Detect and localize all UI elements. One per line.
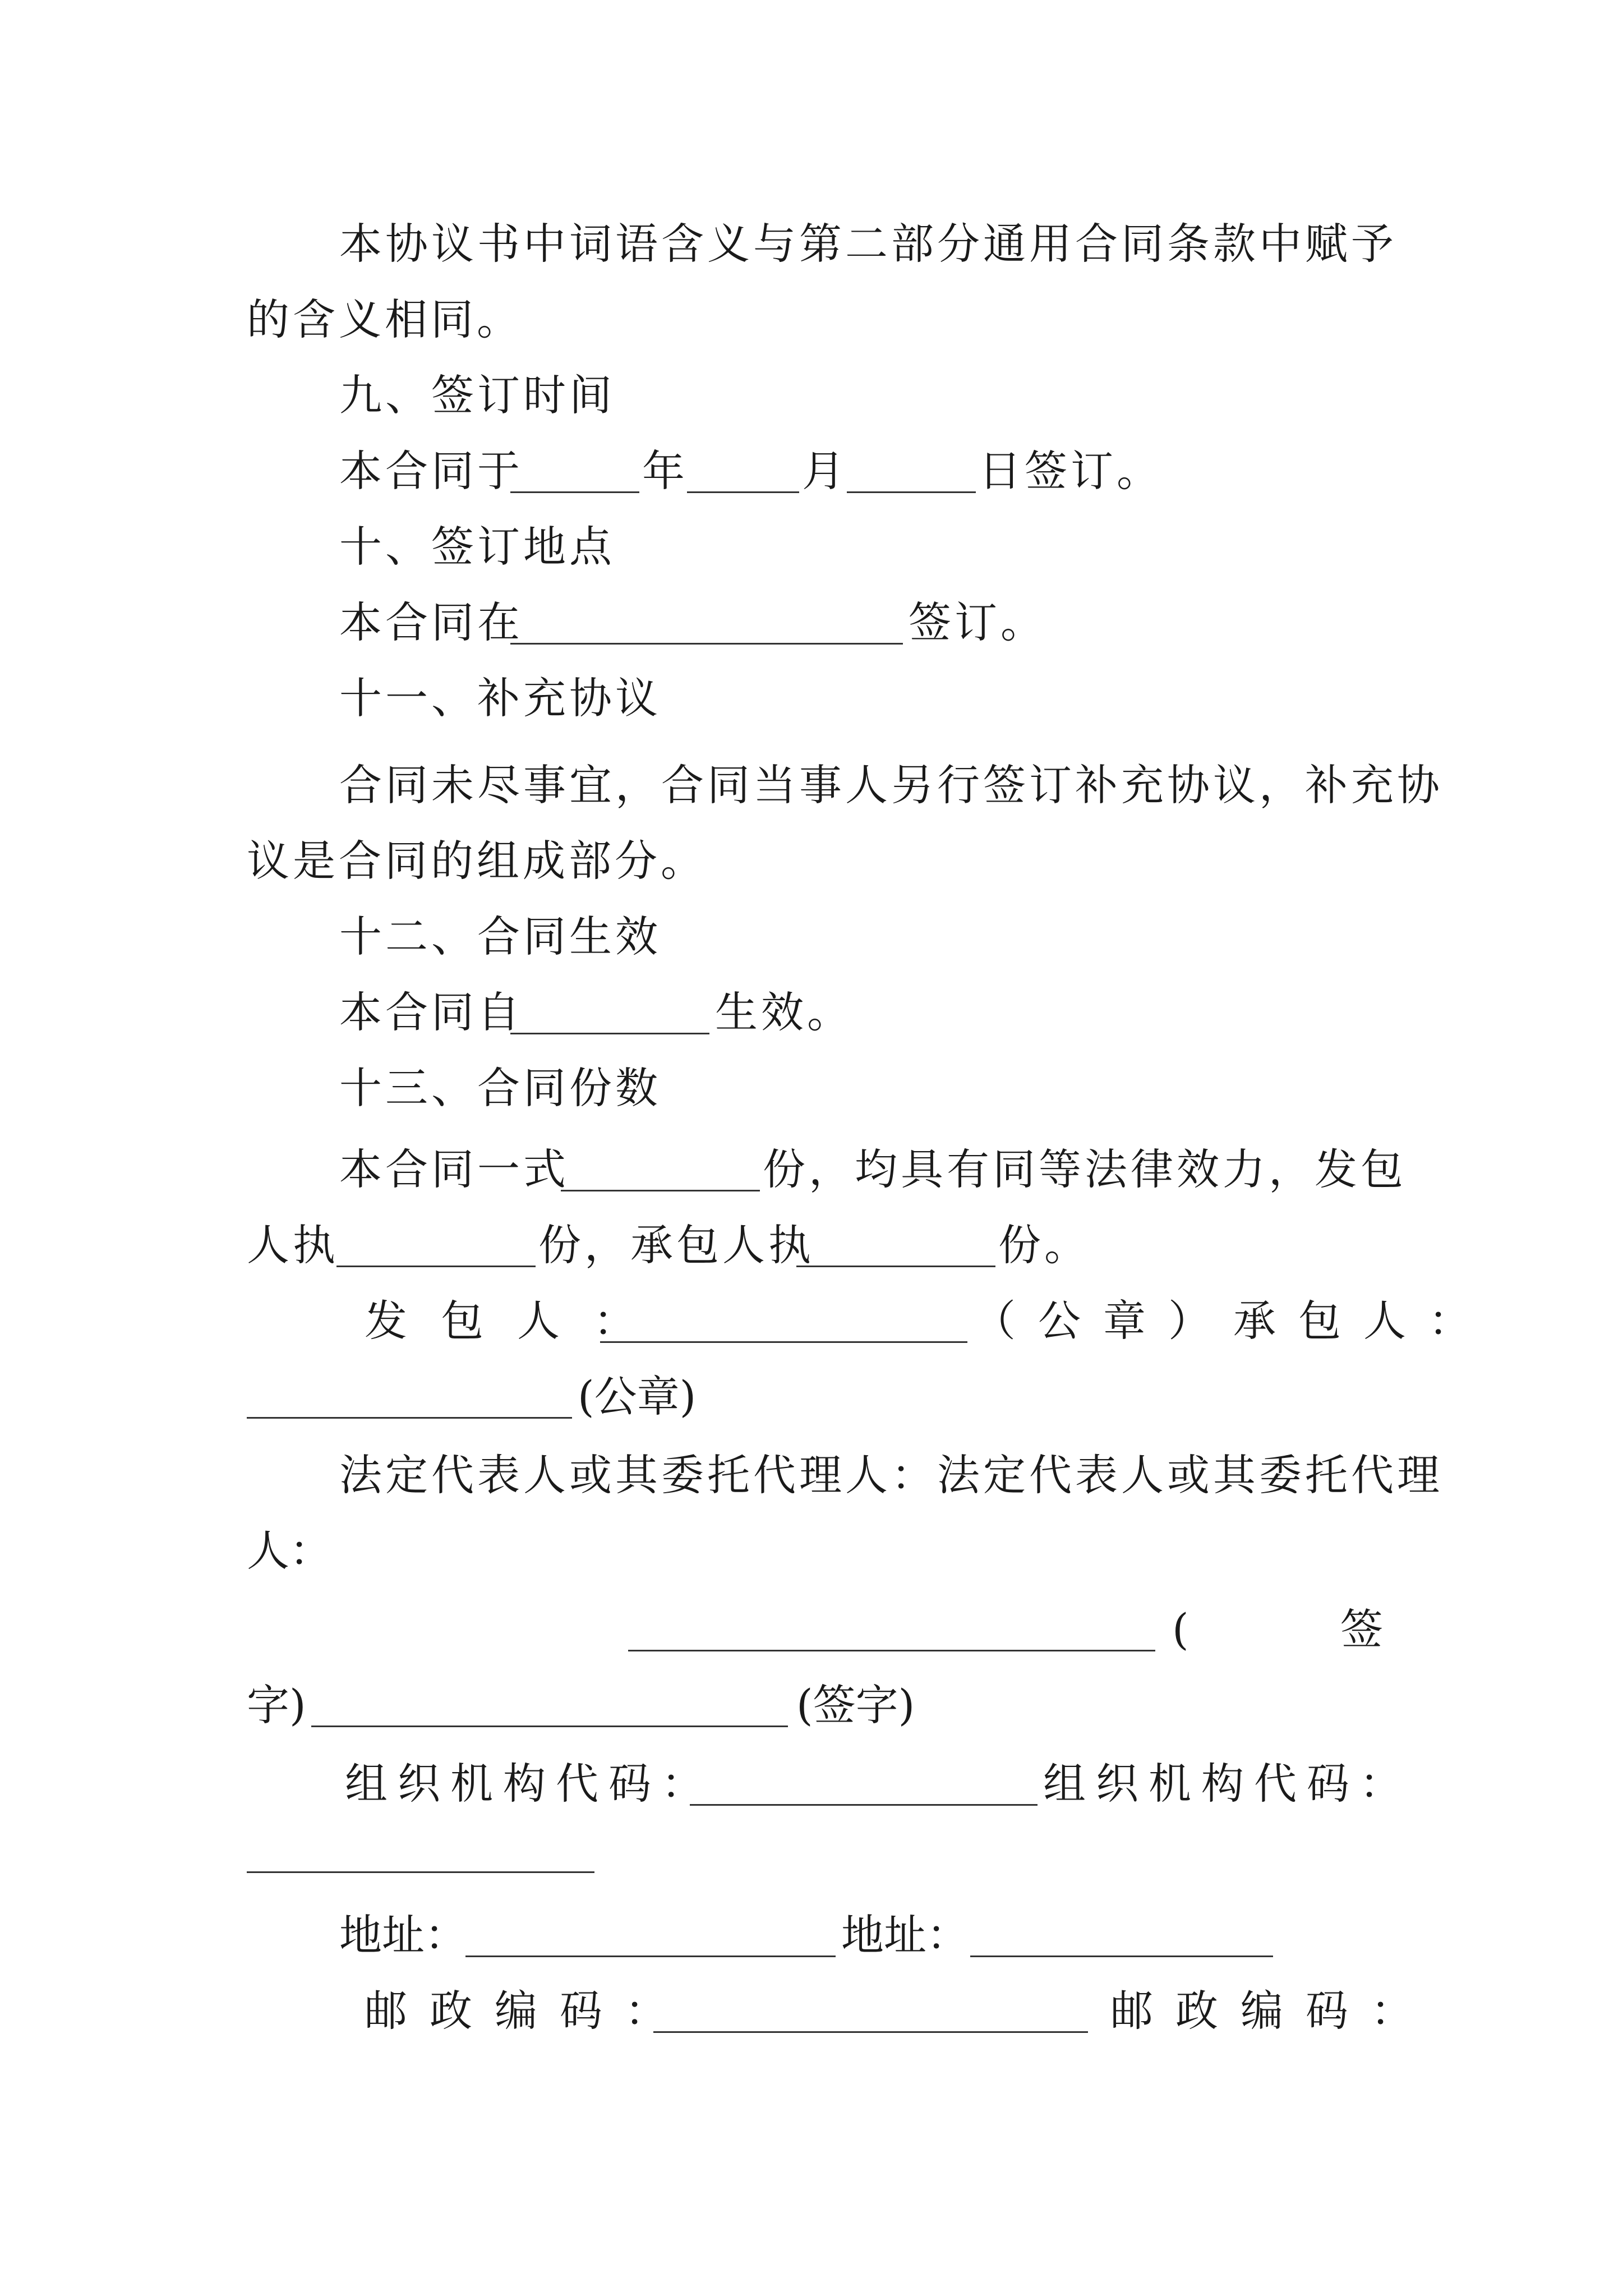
- paragraph-definitions-line2: [0, 280, 1623, 359]
- heading-supplement: [0, 659, 1623, 738]
- text: (: [1172, 1604, 1189, 1654]
- text: 本合同在: [339, 597, 523, 647]
- text: 月: [802, 446, 845, 496]
- contractor-copies-blank[interactable]: [796, 1266, 995, 1267]
- year-blank[interactable]: [510, 491, 639, 493]
- text: (签字): [796, 1680, 915, 1730]
- text: 地址：: [339, 1910, 467, 1960]
- heading-text: 九、签订时间: [339, 370, 615, 420]
- text: (公章): [578, 1372, 697, 1421]
- text: 人：: [247, 1526, 332, 1576]
- text: 本合同一式: [339, 1144, 569, 1194]
- heading-text: 十三、合同份数: [339, 1063, 661, 1113]
- heading-effective: [0, 898, 1623, 976]
- text: 份。: [998, 1220, 1090, 1270]
- text: （公章）承包人：: [973, 1296, 1493, 1346]
- contractor-address-blank[interactable]: [970, 1955, 1273, 1957]
- effective-blank[interactable]: [510, 1033, 709, 1034]
- signature-line1: [0, 1590, 1623, 1669]
- org-code-line2: [0, 1812, 1623, 1890]
- text: 签: [1340, 1604, 1383, 1654]
- text: 人执: [247, 1220, 339, 1270]
- heading-copies: [0, 1049, 1623, 1128]
- org-code-line: [0, 1745, 1623, 1823]
- contractor-org-code-blank[interactable]: [247, 1871, 594, 1873]
- text: 签订。: [909, 597, 1046, 647]
- employer-signature-blank[interactable]: [628, 1650, 1155, 1651]
- employer-postal-code-blank[interactable]: [653, 2031, 1088, 2033]
- heading-signing-time: [0, 356, 1623, 435]
- text: 合同未尽事宜，合同当事人另行签订补充协议，补充协: [339, 760, 1443, 810]
- signature-line2: [0, 1666, 1623, 1745]
- text: 本合同于: [339, 446, 523, 496]
- signing-date-line: [0, 432, 1623, 510]
- representative-line2: [0, 1512, 1623, 1590]
- paragraph-definitions-line1: [0, 205, 1623, 283]
- effective-line: [0, 973, 1623, 1052]
- address-line: [0, 1896, 1623, 1975]
- month-blank[interactable]: [687, 491, 799, 493]
- text: 的含义相同。: [247, 295, 523, 344]
- text: 地址：: [841, 1910, 969, 1960]
- text: 邮政编码：: [365, 1986, 690, 2036]
- copies-line1: [0, 1130, 1623, 1209]
- employer-org-code-blank[interactable]: [690, 1804, 1038, 1806]
- heading-signing-place: [0, 508, 1623, 586]
- text: 字): [247, 1680, 306, 1730]
- representative-line1: [0, 1436, 1623, 1515]
- postal-code-line: [0, 1972, 1623, 2050]
- text: 生效。: [715, 987, 853, 1037]
- supplement-line1: [0, 746, 1623, 825]
- text: 份，承包人执: [538, 1220, 814, 1270]
- contractor-signature-blank[interactable]: [311, 1726, 788, 1727]
- supplement-line2: [0, 822, 1623, 900]
- text: 组织机构代码：: [1043, 1759, 1412, 1809]
- employer-copies-blank[interactable]: [336, 1266, 536, 1267]
- place-blank[interactable]: [510, 643, 903, 645]
- contractor-seal-blank[interactable]: [247, 1417, 572, 1419]
- text: 法定代表人或其委托代理人：法定代表人或其委托代理: [339, 1450, 1443, 1500]
- heading-text: 十二、合同生效: [339, 912, 661, 961]
- text: 本合同自: [339, 987, 523, 1037]
- text: 份，均具有同等法律效力，发包: [763, 1144, 1407, 1194]
- text: 日签订。: [979, 446, 1163, 496]
- copies-total-blank[interactable]: [561, 1190, 760, 1191]
- employer-address-blank[interactable]: [465, 1955, 836, 1957]
- heading-text: 十一、补充协议: [339, 673, 661, 723]
- text: 发包人：: [365, 1296, 670, 1346]
- day-blank[interactable]: [847, 491, 976, 493]
- parties-seal-line: [0, 1282, 1623, 1360]
- text: 议是合同的组成部分。: [247, 836, 707, 886]
- signing-place-line: [0, 583, 1623, 662]
- text: 组织机构代码：: [345, 1759, 714, 1809]
- copies-line2: [0, 1206, 1623, 1285]
- text: 邮政编码：: [1110, 1986, 1436, 2036]
- text: 年: [642, 446, 685, 496]
- employer-seal-blank[interactable]: [600, 1341, 967, 1343]
- contractor-seal-line: [0, 1358, 1623, 1436]
- text: 本协议书中词语含义与第二部分通用合同条款中赋予: [339, 219, 1397, 269]
- heading-text: 十、签订地点: [339, 522, 615, 572]
